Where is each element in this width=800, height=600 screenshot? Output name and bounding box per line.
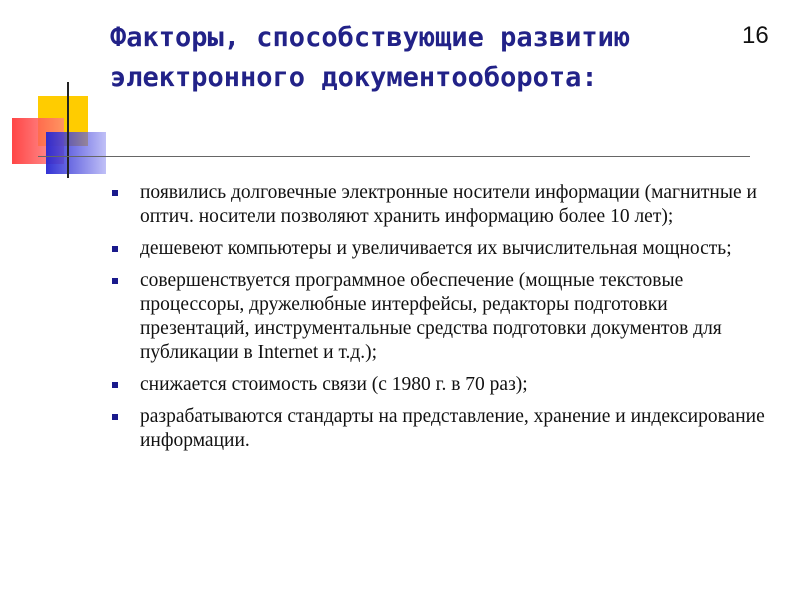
list-item xyxy=(110,405,780,453)
bullet-square-icon xyxy=(112,246,118,252)
list-item-text: появились долговечные электронные носители информации (магнитные и оптич. носители позволяют хранить информацию более 10 лет); xyxy=(140,182,757,227)
bullet-square-icon xyxy=(112,190,118,196)
decorative-blue-square xyxy=(46,132,106,174)
list-item-text: снижается стоимость связи (с 1980 г. в 70 раз); xyxy=(140,374,528,395)
slide-number: 16 xyxy=(742,22,769,49)
title-underline xyxy=(38,156,750,157)
bullet-list xyxy=(110,181,780,461)
bullet-square-icon xyxy=(112,278,118,284)
list-item-text: совершенствуется программное обеспечение (мощные текстовые процессоры, дружелюбные интерфейсы, редакторы подготовки презентаций, инструментальные средства подготовки документов для публикации в Internet и т.д.); xyxy=(140,270,722,363)
list-item-text: разрабатываются стандарты на представление, хранение и индексирование информации. xyxy=(140,406,765,451)
bullet-square-icon xyxy=(112,414,118,420)
slide-title: Факторы, способствующие развитию электронного документооборота: xyxy=(110,22,631,93)
list-item xyxy=(110,269,780,365)
list-item xyxy=(110,373,780,397)
list-item xyxy=(110,237,780,261)
list-item-text: дешевеют компьютеры и увеличивается их вычислительная мощность; xyxy=(140,238,732,259)
list-item xyxy=(110,181,780,229)
decorative-vertical-line xyxy=(67,82,69,178)
bullet-square-icon xyxy=(112,382,118,388)
